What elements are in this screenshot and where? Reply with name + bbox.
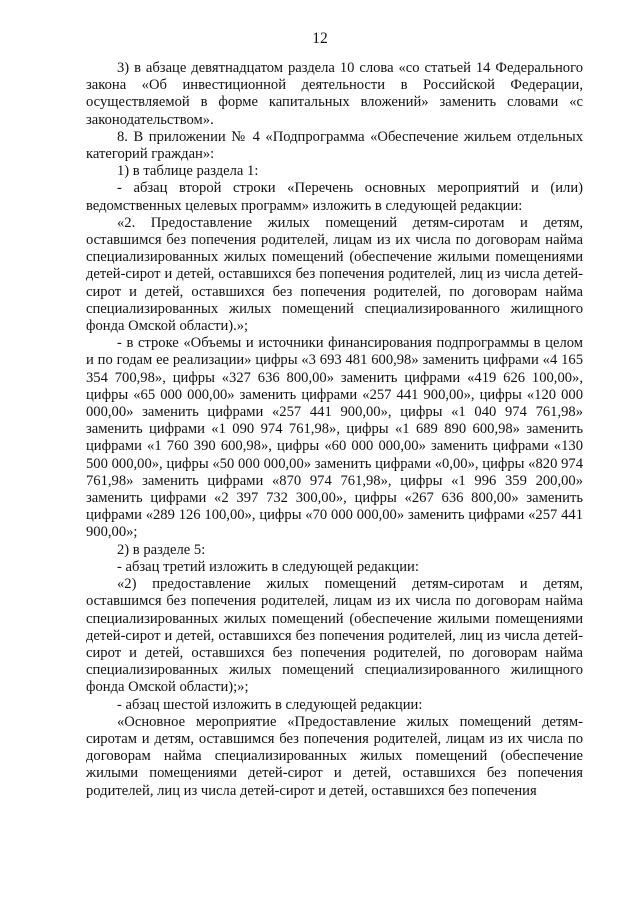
paragraph-item-3: 3) в абзаце девятнадцатом раздела 10 слова «со статьей 14 Федерального закона «Об инвестиционной деятельности в Российской Федерации, осуществляемой в форме капитальных вложений» заменить словами «с законодательством». [86,60,583,128]
paragraph-quote-1: «2. Предоставление жилых помещений детям-сиротам и детям, оставшимся без попечения родителей, лицам из их числа по договорам найма специализированных жилых помещений (обеспечение жилыми помещениями детей-сирот и детей, оставшихся без попечения родителей, лиц из числа детей-сирот и детей, оставшихся без попечения родителей, по договорам найма специализированных жилых помещений специализированного жилищного фонда Омской области).»; [86,214,583,335]
document-body [86,60,583,800]
paragraph-quote-2: «2) предоставление жилых помещений детям-сиротам и детям, оставшимся без попечения родителей, лицам из их числа по договорам найма специализированных жилых помещений (обеспечение жилыми помещениями детей-сирот и детей, оставшихся без попечения родителей, лиц из числа детей-сирот и детей, оставшихся без попечения родителей, по договорам найма специализированных жилых помещений специализированного жилищного фонда Омской области);»; [86,576,583,696]
paragraph-dash-2: - в строке «Объемы и источники финансирования подпрограммы в целом и по годам ее реализации» цифры «3 693 481 600,98» заменить цифрами «4 165 354 700,98», цифры «327 636 800,00» заменить цифрами «419 626 100,00», цифры «65 000 000,00» заменить цифрами «257 441 900,00», цифры «120 000 000,00» заменить цифрами «257 441 900,00», цифры «1 040 974 761,98» заменить цифрами «1 090 974 761,98», цифры «1 689 890 600,98» заменить цифрами «1 760 390 600,98», цифры «60 000 000,00» заменить цифрами «130 500 000,00», цифры «50 000 000,00» заменить цифрами «0,00», цифры «820 974 761,98» заменить цифрами «870 974 761,98», цифры «1 996 359 200,00» заменить цифрами «2 397 732 300,00», цифры «267 636 800,00» заменить цифрами «289 126 100,00», цифры «70 000 000,00» заменить цифрами «257 441 900,00»; [86,335,583,541]
paragraph-subitem-1: 1) в таблице раздела 1: [117,163,259,180]
paragraph-quote-3: «Основное мероприятие «Предоставление жилых помещений детям-сиротам и детям, оставшимся без попечения родителей, лицам из их числа по договорам найма специализированных жилых помещений (обеспечение жилыми помещениями детей-сирот и детей, оставшихся без попечения родителей, лиц из числа детей-сирот и детей, оставшихся без попечения [86,713,583,799]
paragraph-dash-1: - абзац второй строки «Перечень основных мероприятий и (или) ведомственных целевых программ» изложить в следующей редакции: [86,180,583,214]
paragraph-dash-4: - абзац шестой изложить в следующей редакции: [117,696,423,713]
page-number: 12 [312,30,328,47]
paragraph-dash-3: - абзац третий изложить в следующей редакции: [117,558,419,575]
paragraph-item-8: 8. В приложении № 4 «Подпрограмма «Обеспечение жильем отдельных категорий граждан»: [86,128,583,163]
paragraph-subitem-2: 2) в разделе 5: [117,541,206,558]
